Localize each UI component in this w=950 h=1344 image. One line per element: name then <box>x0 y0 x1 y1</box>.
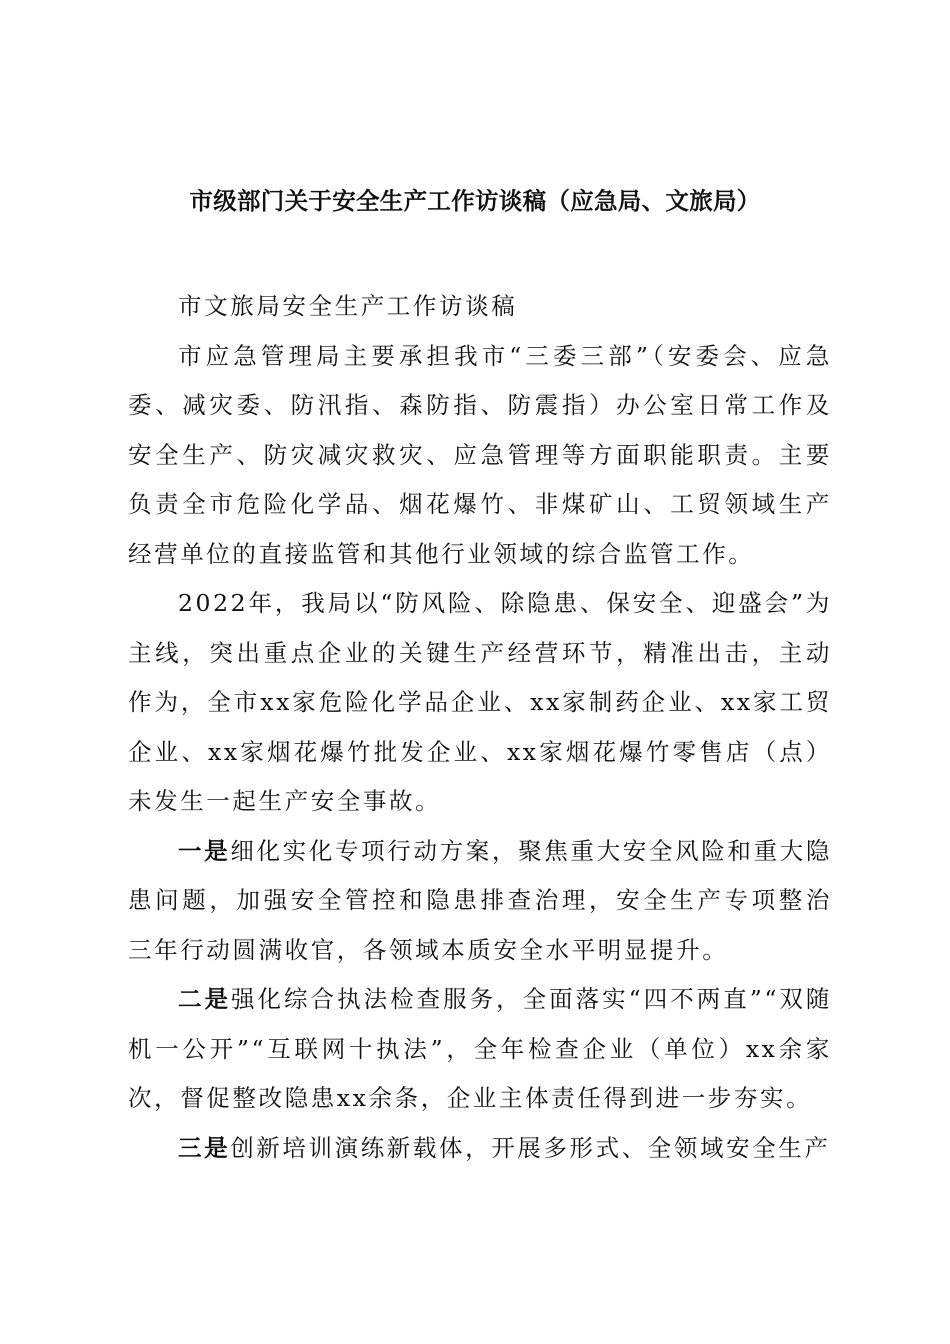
subtitle-paragraph: 市文旅局安全生产工作访谈稿 <box>178 292 518 320</box>
body-paragraph-2 <box>128 579 832 827</box>
paragraph-text: 强化综合执法检查服务，全面落实“四不两直”“双随机一公开”“互联网十执法”，全年检查企业（单位）xx余家次，督促整改隐患xx余条，企业主体责任得到进一步夯实。 <box>128 985 832 1112</box>
paragraph-text: 细化实化专项行动方案，聚焦重大安全风险和重大隐患问题，加强安全管控和隐患排查治理，安全生产专项整治三年行动圆满收官，各领域本质安全水平明显提升。 <box>128 836 832 964</box>
body-paragraph-5 <box>128 1124 832 1174</box>
body-paragraph-1 <box>128 332 832 580</box>
document-body <box>128 282 832 1173</box>
paragraph-lead: 三是 <box>178 1133 231 1162</box>
body-paragraph-4 <box>128 975 832 1124</box>
paragraph-text: 市应急管理局主要承担我市“三委三部”（安委会、应急委、减灾委、防汛指、森防指、防震指）办公室日常工作及安全生产、防灾减灾救灾、应急管理等方面职能职责。主要负责全市危险化学品、烟花爆竹、非煤矿山、工贸领域生产经营单位的直接监管和其他行业领域的综合监管工作。 <box>128 341 832 568</box>
document-title: 市级部门关于安全生产工作访谈稿（应急局、文旅局） <box>189 187 761 215</box>
paragraph-text: 创新培训演练新载体，开展多形式、全领域安全生产 <box>230 1133 831 1162</box>
paragraph-lead: 二是 <box>178 985 232 1013</box>
paragraph-text: 2022年，我局以“防风险、除隐患、保安全、迎盛会”为主线，突出重点企业的关键生产经营环节，精准出击，主动作为，全市xx家危险化学品企业、xx家制药企业、xx家工贸企业、xx家烟花爆竹批发企业、xx家烟花爆竹零售店（点）未发生一起生产安全事故。 <box>128 589 832 815</box>
paragraph-lead: 一是 <box>178 836 231 865</box>
body-paragraph-3 <box>128 827 832 976</box>
